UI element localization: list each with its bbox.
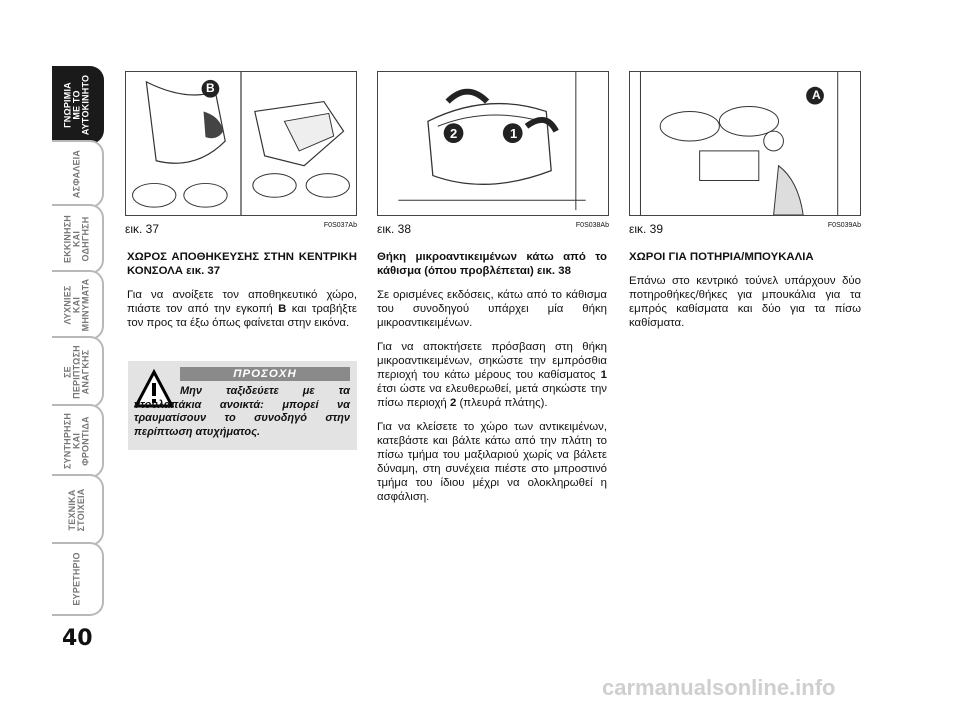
figure-37	[125, 71, 357, 216]
figure-marker: A	[812, 88, 821, 102]
figure-code: F0S039Ab	[827, 222, 861, 229]
figure-marker-2: 2	[450, 126, 458, 141]
figure-code: F0S038Ab	[575, 222, 609, 229]
section-heading: ΧΩΡΟΙ ΓΙΑ ΠΟΤΗΡΙΑ/ΜΠΟΥΚΑΛΙΑ	[629, 251, 814, 263]
tab-index[interactable]	[52, 542, 104, 616]
section-body: Για να ανοίξετε τον αποθηκευτικό χώρο, πιάστε τον από την εγκοπή B και τραβήξτε τον προς τα έξω όπως φαίνεται στην εικόνα.	[127, 289, 358, 329]
tab-emergency[interactable]	[52, 336, 104, 408]
tab-safety[interactable]	[52, 140, 104, 208]
tab-label: ΣΥΝΤΗΡΗΣΗ ΚΑΙ ΦΡΟΝΤΙΔΑ	[62, 412, 91, 470]
tab-starting-driving[interactable]	[52, 204, 104, 274]
caption-text: εικ. 37	[125, 222, 160, 236]
tab-label: ΤΕΧΝΙΚΑ ΣΤΟΙΧΕΙΑ	[67, 488, 86, 532]
tab-lights-messages[interactable]	[52, 270, 104, 340]
figure-marker-1: 1	[510, 126, 518, 141]
figure-39-caption	[629, 222, 861, 236]
watermark: carmanualsonline.info	[602, 675, 836, 700]
caption-text: εικ. 39	[629, 222, 664, 236]
paragraph-3: Για να κλείσετε το χώρο των αντικειμένων, κατεβάστε και βάλτε κάτω από την πλάτη το πίσω τμήμα του μαξιλαριού χωρίς να βάλετε δύναμη, στη συνέχεια πιέστε στο μπροστινό τμήμα του ίδιου μέχρι να ολοκληρωθεί η ασφάλιση.	[377, 421, 607, 503]
page-number: 40	[62, 626, 93, 651]
column-1	[127, 250, 357, 340]
figure-marker: B	[206, 81, 215, 95]
column-3	[629, 250, 861, 340]
figure-38	[377, 71, 609, 216]
cup-holder-illustration	[630, 72, 860, 215]
paragraph-2: Για να αποκτήσετε πρόσβαση στη θήκη μικροαντικειμένων, σηκώστε την εμπρόσθια περιοχή του κάτω μέρους του καθίσματος 1 έτσι ώστε να ελευθερωθεί, μετά σηκώστε την πίσω περιοχή 2 (πλευρά πλάτης).	[377, 341, 607, 409]
console-storage-illustration	[126, 72, 356, 215]
column-2	[377, 250, 607, 514]
tab-label: ΛΥΧΝΙΕΣ ΚΑΙ ΜΗΝΥΜΑΤΑ	[62, 278, 91, 332]
tab-technical-data[interactable]	[52, 474, 104, 546]
figure-39	[629, 71, 861, 216]
section-body: Επάνω στο κεντρικό τούνελ υπάρχουν δύο ποτηροθήκες/θήκες για μπουκάλια για τα εμπρός καθίσματα και δύο για τα πίσω καθίσματα.	[629, 275, 861, 329]
figure-37-caption	[125, 222, 357, 236]
figure-code: F0S037Ab	[323, 222, 357, 229]
warning-text: Μην ταξιδεύετε με τα ντουλαπάκια ανοικτά: μπορεί να τραυματίσουν το συνοδηγό στην περίπτωση ατυχήματος.	[134, 385, 350, 438]
caption-text: εικ. 38	[377, 222, 412, 236]
seat-storage-illustration	[378, 72, 608, 215]
tab-label: ΕΚΚΙΝΗΣΗ ΚΑΙ ΟΔΗΓΗΣΗ	[62, 214, 91, 264]
section-heading: ΧΩΡΟΣ ΑΠΟΘΗΚΕΥΣΗΣ ΣΤΗΝ ΚΕΝΤΡΙΚΗ ΚΟΝΣΟΛΑ εικ. 37	[127, 251, 357, 277]
tab-label: ΕΥΡΕΤΗΡΙΟ	[71, 552, 82, 606]
warning-box	[128, 361, 357, 450]
paragraph-1: Σε ορισμένες εκδόσεις, κάτω από το κάθισμα του συνοδηγού υπάρχει μία θήκη μικροαντικειμένων.	[377, 289, 607, 329]
tab-label: ΓΝΩΡΙΜΙΑ ΜΕ ΤΟ ΑΥΤΟΚΙΝΗΤΟ	[62, 74, 91, 136]
tab-label: ΣΕ ΠΕΡΙΠΤΩΣΗ ΑΝΑΓΚΗΣ	[62, 345, 91, 399]
warning-title: ΠΡΟΣΟΧΗ	[180, 367, 350, 381]
figure-38-caption	[377, 222, 609, 236]
section-heading: Θήκη μικροαντικειμένων κάτω από το κάθισμα (όπου προβλέπεται) εικ. 38	[377, 251, 607, 277]
tab-label: ΑΣΦΑΛΕΙΑ	[71, 149, 82, 199]
tab-getting-to-know[interactable]	[52, 66, 104, 144]
tab-maintenance[interactable]	[52, 404, 104, 478]
